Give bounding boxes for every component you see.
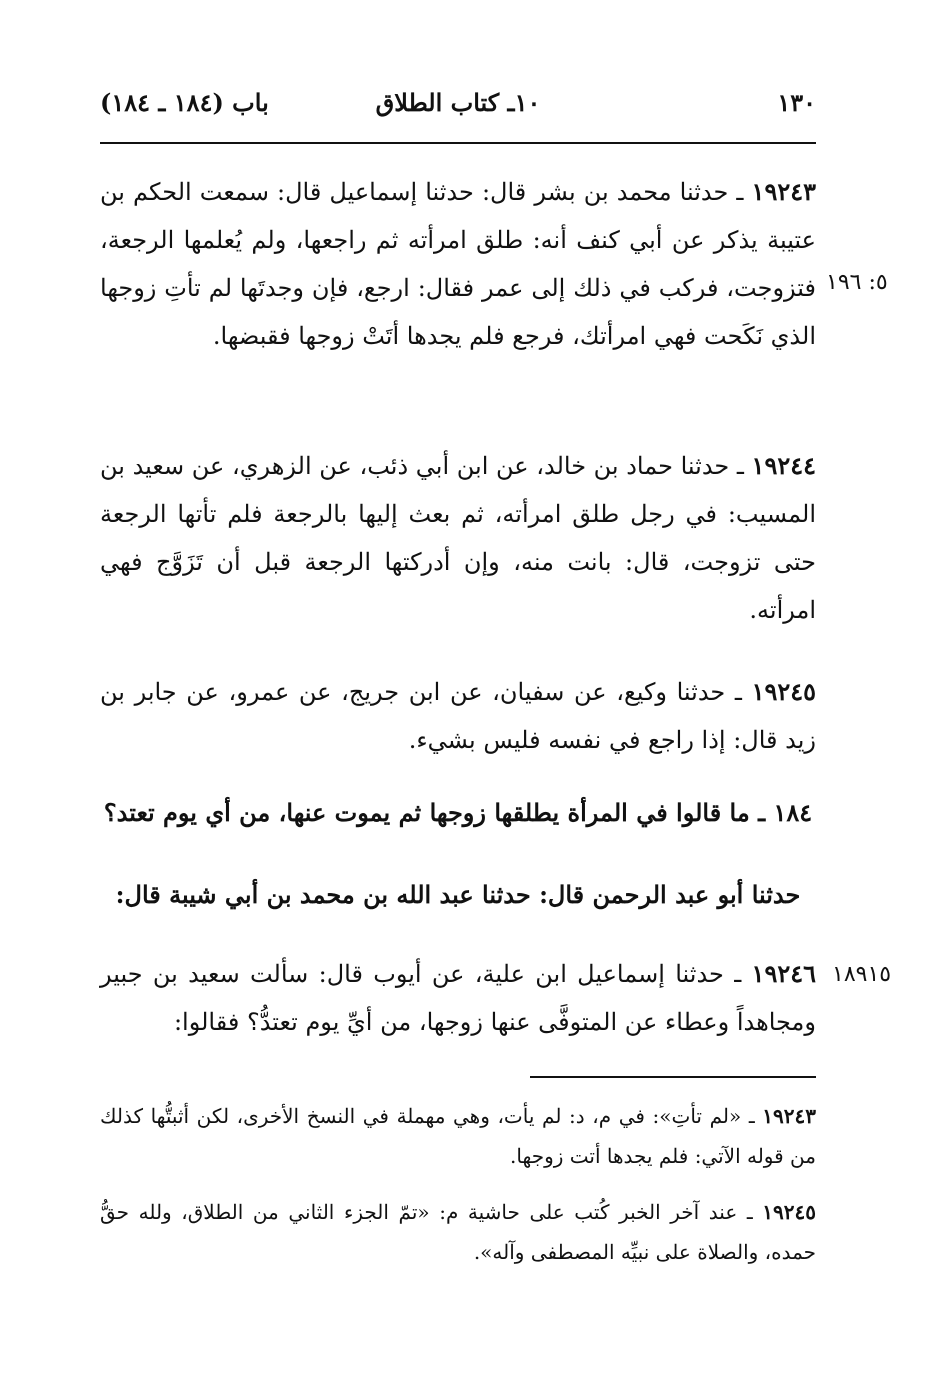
hadith-number: ١٩٢٤٣: [751, 177, 816, 206]
page-number: ١٣٠: [777, 88, 816, 117]
hadith-number: ١٩٢٤٥: [751, 677, 817, 706]
margin-reference: ٥: ١٩٦: [826, 270, 888, 295]
isnad-line: حدثنا أبو عبد الرحمن قال: حدثنا عبد الله بن محمد بن أبي شيبة قال:: [115, 880, 801, 909]
footnote-19245: [100, 1192, 816, 1272]
hadith-19245: [100, 668, 816, 764]
hadith-text: ـ حدثنا حماد بن خالد، عن ابن أبي ذئب، عن الزهري، عن سعيد بن المسيب: في رجل طلق امرأته، ثم بعث إليها بالرجعة فلم تأتها الرجعة حتى تزوجت، قال: بانت منه، وإن أدركتها الرجعة قبل أن تَزَوَّج فهي امرأته.: [100, 452, 816, 624]
footnote-text: ـ عند آخر الخبر كُتب على حاشية م: «تمّ الجزء الثاني من الطلاق، ولله حقُّ حمده، والصلاة على نبيِّه المصطفى وآله».: [100, 1200, 816, 1264]
footnote-number: ١٩٢٤٣: [762, 1104, 816, 1128]
header-rule: [100, 142, 816, 144]
hadith-text: ـ حدثنا إسماعيل ابن علية، عن أيوب قال: سألت سعيد بن جبير ومجاهداً وعطاء عن المتوفَّى عنها زوجها، من أيِّ يوم تعتدُّ؟ فقالوا:: [100, 960, 816, 1036]
hadith-text: ـ حدثنا وكيع، عن سفيان، عن ابن جريج، عن عمرو، عن جابر بن زيد قال: إذا راجع في نفسه فليس بشيء.: [100, 678, 816, 754]
footnote-19243: [100, 1096, 816, 1176]
hadith-19244: [100, 442, 816, 634]
hadith-number: ١٩٢٤٤: [751, 451, 816, 480]
footnote-text: ـ «لم تأتِ»: في م، د: لم يأت، وهي مهملة في النسخ الأخرى، لكن أثبتُّها كذلك من قوله الآتي: فلم يجدها أتت زوجها.: [100, 1104, 816, 1168]
page-header: [100, 88, 816, 128]
hadith-19243: [100, 168, 816, 360]
hadith-number: ١٩٢٤٦: [751, 959, 816, 988]
chapter-heading: ١٨٤ ـ ما قالوا في المرأة يطلقها زوجها ثم يموت عنها، من أي يوم تعتد؟: [103, 798, 813, 827]
hadith-19246: [100, 950, 816, 1046]
book-title: ١٠ـ كتاب الطلاق: [375, 88, 541, 117]
hadith-text: ـ حدثنا محمد بن بشر قال: حدثنا إسماعيل قال: سمعت الحكم بن عتيبة يذكر عن أبي كنف أنه: طلق امرأته ثم راجعها، ولم يُعلمها الرجعة، فتزوجت، فركب في ذلك إلى عمر فقال: ارجع، فإن وجدتَها لم تأتِ زوجها الذي نَكَحت فهي امرأتك، فرجع فلم يجدها أتَتْ زوجها فقبضها.: [100, 178, 816, 350]
footnote-rule: [530, 1076, 816, 1078]
footnote-number: ١٩٢٤٥: [762, 1200, 816, 1224]
margin-reference: ١٨٩١٥: [832, 962, 892, 987]
chapter-range: باب (١٨٤ ـ ١٨٤): [100, 88, 269, 117]
